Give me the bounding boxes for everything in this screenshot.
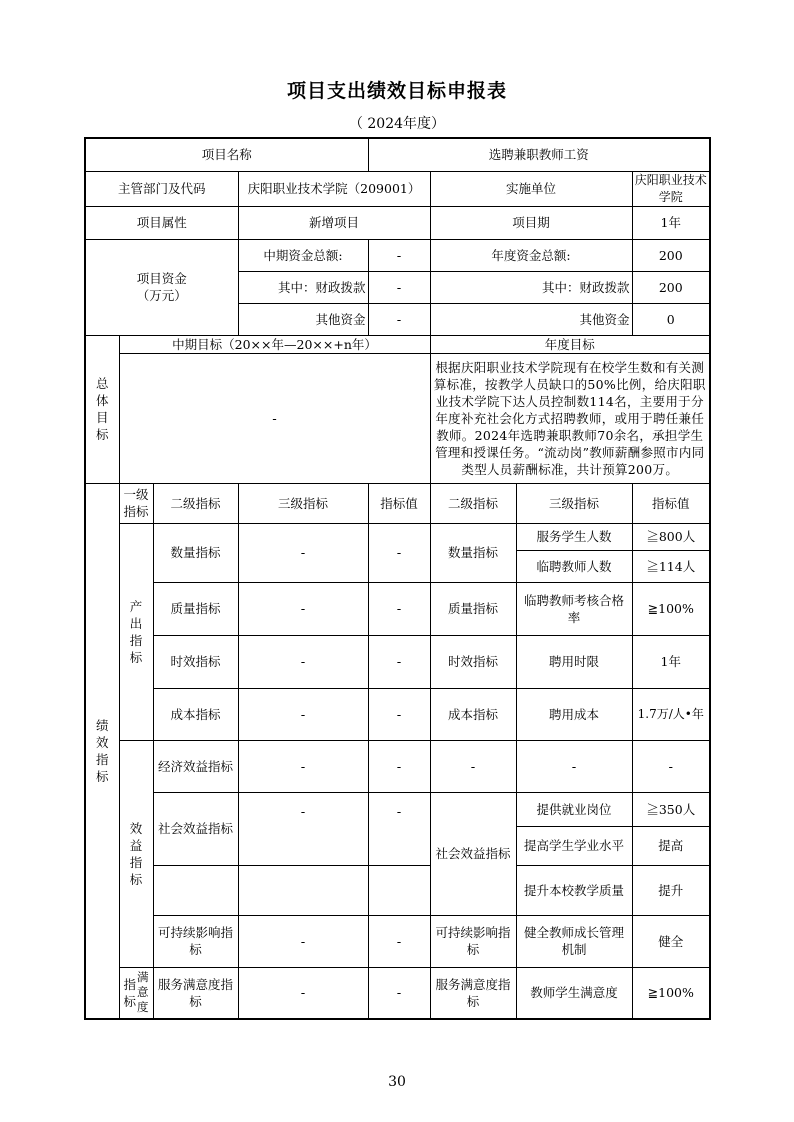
- quality-name: 临聘教师考核合格率: [516, 582, 632, 635]
- timeliness-name: 聘用时限: [516, 635, 632, 688]
- mid-sustainable-label: 可持续影响指标: [153, 915, 238, 967]
- mid-fiscal-label: 其中：财政拨款: [238, 271, 368, 303]
- mid-cost-level3: -: [238, 688, 368, 740]
- annual-sustainable-label: 可持续影响指标: [430, 915, 516, 967]
- quantity-2-name: 临聘教师人数: [516, 550, 632, 582]
- row-attribute: [85, 206, 710, 239]
- overall-goal-side-label: [85, 335, 119, 483]
- annual-economic-label: -: [430, 740, 516, 792]
- sat-a-char-1: 指: [123, 976, 136, 992]
- mid-quantity-value: -: [368, 523, 430, 582]
- mid-cost-value: -: [368, 688, 430, 740]
- cost-value: 1.7万/人•年: [632, 688, 710, 740]
- row-quantity-1: [85, 523, 710, 550]
- row-timeliness: [85, 635, 710, 688]
- year-total-value: 200: [632, 239, 710, 271]
- annual-goal-header: 年度目标: [430, 335, 710, 353]
- mid-economic-label: 经济效益指标: [153, 740, 238, 792]
- benefit-char-2: 益: [129, 837, 143, 853]
- funds-label-line1: 项目资金: [136, 271, 187, 286]
- year-total-label: 年度资金总额:: [430, 239, 632, 271]
- quantity-1-value: ≧800人: [632, 523, 710, 550]
- annual-economic-level3: -: [516, 740, 632, 792]
- form-title: 项目支出绩效目标申报表: [286, 80, 507, 102]
- benefit-char-1: 效: [129, 820, 143, 836]
- mid-timeliness-value: -: [368, 635, 430, 688]
- level1-header-line2: 指标: [123, 504, 149, 519]
- mid-satisfaction-value: -: [368, 967, 430, 1019]
- performance-target-table: [84, 137, 711, 1020]
- row-department: [85, 171, 710, 206]
- annual-value-header: 指标值: [632, 483, 710, 523]
- satisfaction-name: 教师学生满意度: [516, 967, 632, 1019]
- satisfaction-value: ≧100%: [632, 967, 710, 1019]
- social-2-value: 提高: [632, 826, 710, 865]
- annual-cost-label: 成本指标: [430, 688, 516, 740]
- row-cost: [85, 688, 710, 740]
- mid-social-empty-3: [238, 865, 368, 915]
- sustainable-value: 健全: [632, 915, 710, 967]
- mid-timeliness-label: 时效指标: [153, 635, 238, 688]
- mid-economic-value: -: [368, 740, 430, 792]
- mid-term-goal-header: 中期目标（20××年—20××+n年）: [119, 335, 430, 353]
- row-goals-content: [85, 353, 710, 483]
- funds-label-line2: （万元）: [136, 288, 187, 303]
- page-number: 30: [388, 1074, 406, 1090]
- year-other-value: 0: [632, 303, 710, 335]
- level1-header: [119, 483, 153, 523]
- level1-header-line1: 一级: [123, 487, 149, 502]
- row-perf-header: [85, 483, 710, 523]
- annual-quality-label: 质量指标: [430, 582, 516, 635]
- annual-satisfaction-label: 服务满意度指标: [430, 967, 516, 1019]
- mid-satisfaction-level3: -: [238, 967, 368, 1019]
- output-indicator-label: [119, 523, 153, 740]
- mid-social-level3: -: [238, 792, 368, 865]
- row-goals-header: [85, 335, 710, 353]
- annual-economic-value: -: [632, 740, 710, 792]
- timeliness-value: 1年: [632, 635, 710, 688]
- perf-char-3: 指: [95, 751, 109, 767]
- overall-goal-char-3: 目: [95, 410, 109, 425]
- annual-quantity-label: 数量指标: [430, 523, 516, 582]
- year-other-label: 其他资金: [430, 303, 632, 335]
- output-char-2: 出: [129, 615, 143, 631]
- mid-social-label: 社会效益指标: [153, 792, 238, 865]
- social-3-name: 提升本校教学质量: [516, 865, 632, 915]
- mid-level2-header: 二级指标: [153, 483, 238, 523]
- mid-social-value: -: [368, 792, 430, 865]
- quality-value: ≧100%: [632, 582, 710, 635]
- mid-quality-level3: -: [238, 582, 368, 635]
- benefit-char-4: 标: [129, 871, 143, 887]
- social-1-value: ≧350人: [632, 792, 710, 826]
- mid-economic-level3: -: [238, 740, 368, 792]
- mid-quality-label: 质量指标: [153, 582, 238, 635]
- row-social-3: [85, 865, 710, 915]
- sat-a-char-2: 标: [123, 993, 136, 1009]
- mid-level3-header: 三级指标: [238, 483, 368, 523]
- sat-b-char-3: 度: [137, 1000, 149, 1015]
- implementing-unit-value: 庆阳职业技术学院: [632, 171, 710, 206]
- mid-quality-value: -: [368, 582, 430, 635]
- row-quality: [85, 582, 710, 635]
- year-fiscal-label: 其中：财政拨款: [430, 271, 632, 303]
- mid-timeliness-level3: -: [238, 635, 368, 688]
- mid-satisfaction-label: 服务满意度指标: [153, 967, 238, 1019]
- row-sustainable: [85, 915, 710, 967]
- annual-level2-header: 二级指标: [430, 483, 516, 523]
- row-social-1: [85, 792, 710, 826]
- year-label: （ 2024年度）: [348, 116, 446, 132]
- funds-label: [85, 239, 238, 335]
- project-name-value: 选聘兼职教师工资: [368, 138, 710, 171]
- mid-other-label: 其他资金: [238, 303, 368, 335]
- sat-b-char-1: 满: [137, 970, 149, 985]
- cost-name: 聘用成本: [516, 688, 632, 740]
- mid-term-goal-text: -: [119, 353, 430, 483]
- attribute-label: 项目属性: [85, 206, 238, 239]
- perf-char-2: 效: [95, 734, 109, 750]
- row-funds-total: [85, 239, 710, 271]
- overall-goal-char-4: 标: [95, 427, 109, 442]
- satisfaction-label-b: [137, 970, 149, 1015]
- mid-total-label: 中期资金总额:: [238, 239, 368, 271]
- year-fiscal-value: 200: [632, 271, 710, 303]
- output-char-4: 标: [129, 649, 143, 665]
- mid-quantity-label: 数量指标: [153, 523, 238, 582]
- implementing-unit-label: 实施单位: [430, 171, 632, 206]
- mid-social-empty-4: [368, 865, 430, 915]
- department-label: 主管部门及代码: [85, 171, 238, 206]
- period-label: 项目期: [430, 206, 632, 239]
- attribute-value: 新增项目: [238, 206, 430, 239]
- mid-quantity-level3: -: [238, 523, 368, 582]
- mid-cost-label: 成本指标: [153, 688, 238, 740]
- mid-sustainable-level3: -: [238, 915, 368, 967]
- sat-b-char-2: 意: [137, 985, 149, 1000]
- row-satisfaction: [85, 967, 710, 1019]
- output-char-1: 产: [129, 598, 143, 614]
- benefit-indicator-label: [119, 740, 153, 967]
- sustainable-name: 健全教师成长管理机制: [516, 915, 632, 967]
- annual-timeliness-label: 时效指标: [430, 635, 516, 688]
- perf-char-4: 标: [95, 768, 109, 784]
- mid-fiscal-value: -: [368, 271, 430, 303]
- social-1-name: 提供就业岗位: [516, 792, 632, 826]
- benefit-char-3: 指: [129, 854, 143, 870]
- project-name-label: 项目名称: [85, 138, 368, 171]
- perf-char-1: 绩: [95, 717, 109, 733]
- quantity-1-name: 服务学生人数: [516, 523, 632, 550]
- period-value: 1年: [632, 206, 710, 239]
- overall-goal-char-1: 总: [95, 376, 109, 391]
- social-3-value: 提升: [632, 865, 710, 915]
- mid-social-empty-2: [153, 865, 238, 915]
- row-project-name: [85, 138, 710, 171]
- overall-goal-char-2: 体: [95, 393, 109, 408]
- mid-other-value: -: [368, 303, 430, 335]
- mid-value-header: 指标值: [368, 483, 430, 523]
- satisfaction-indicator-label: [119, 967, 153, 1019]
- annual-level3-header: 三级指标: [516, 483, 632, 523]
- quantity-2-value: ≧114人: [632, 550, 710, 582]
- annual-goal-text: 根据庆阳职业技术学院现有在校学生数和有关测算标准，按教学人员缺口的50%比例，给庆阳职业技术学院下达人员控制数114名，主要用于分年度补充社会化方式招聘教师，或用于聘任兼任教师。2024年选聘兼职教师70余名，承担学生管理和授课任务。“流动岗”教师薪酬参照市内同类型人员薪酬标准，共计预算200万。: [430, 353, 710, 483]
- department-value: 庆阳职业技术学院（209001）: [238, 171, 430, 206]
- social-2-name: 提高学生学业水平: [516, 826, 632, 865]
- output-char-3: 指: [129, 632, 143, 648]
- performance-side-label: [85, 483, 119, 1019]
- annual-social-label: 社会效益指标: [430, 792, 516, 915]
- mid-sustainable-value: -: [368, 915, 430, 967]
- satisfaction-label-a: [123, 976, 136, 1010]
- mid-total-value: -: [368, 239, 430, 271]
- row-economic: [85, 740, 710, 792]
